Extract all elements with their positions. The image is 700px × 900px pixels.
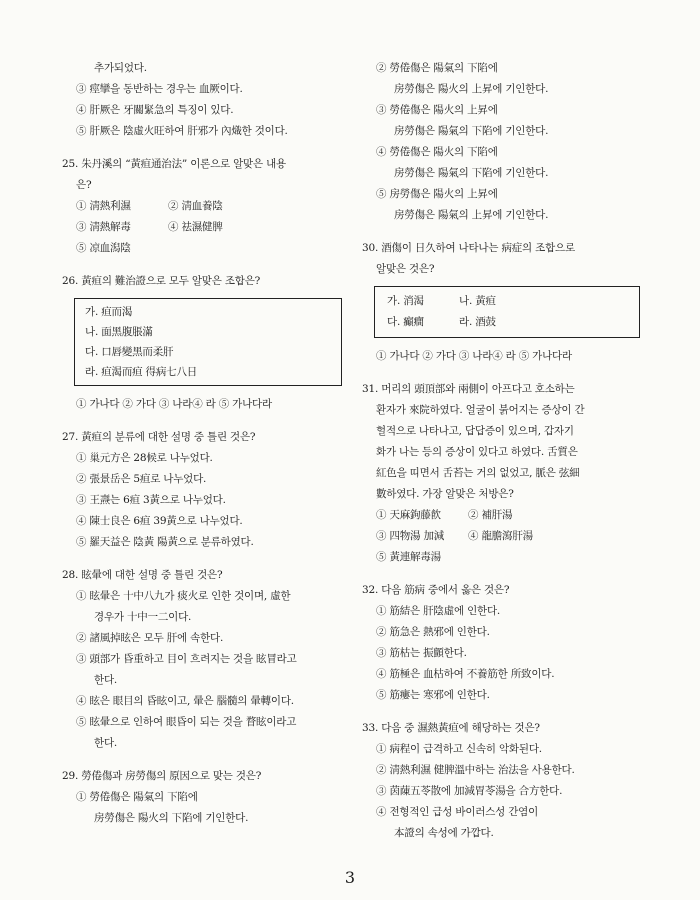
option-row — [62, 196, 354, 217]
option: ② 張景岳은 5疸로 나누었다. — [76, 473, 207, 485]
answer-options: ① 가나다 ② 가다 ③ 나라④ 라 ⑤ 가나다라 — [76, 398, 272, 410]
box-item: 나. 面黑腹脹滿 — [85, 326, 153, 338]
question-33 — [362, 718, 652, 844]
question-stem: 26. 黃疸의 難治證으로 모두 알맞은 조합은? — [62, 275, 261, 287]
question-stem: 紅色을 띠면서 舌苔는 거의 없었고, 脈은 弦細 — [376, 467, 580, 479]
option-row — [362, 526, 652, 547]
option: ③ 痙攣을 동반하는 경우는 血厥이다. — [76, 83, 243, 95]
option-continued: 房勞傷은 陽火의 下陷에 기인한다. — [94, 812, 249, 824]
question-30 — [362, 238, 652, 367]
option: ① 病程이 급격하고 신속히 악화된다. — [376, 743, 542, 755]
question-stem: 30. 酒傷이 日久하여 나타나는 病症의 조합으로 — [362, 242, 575, 254]
option-row — [362, 505, 652, 526]
option: ③ 淸熱解毒 — [76, 221, 131, 233]
option: ② 諸風掉眩은 모두 肝에 속한다. — [76, 632, 224, 644]
question-stem: 29. 勞倦傷과 房勞傷의 原因으로 맞는 것은? — [62, 770, 262, 782]
option: ③ 筋枯는 振顫한다. — [376, 647, 467, 659]
option: ④ 肝厥은 牙關緊急의 특징이 있다. — [76, 104, 234, 116]
question-26 — [62, 271, 354, 415]
question-stem: 27. 黃疸의 분류에 대한 설명 중 틀린 것은? — [62, 431, 256, 443]
option: ② 筋急은 熱邪에 인한다. — [376, 626, 490, 638]
option: ① 巢元方은 28候로 나누었다. — [76, 452, 213, 464]
box-item: 라. 酒鼓 — [459, 316, 496, 328]
option: ③ 頭部가 昏重하고 目이 흐려지는 것을 眩冒라고 — [76, 653, 297, 665]
option: ② 勞倦傷은 陽氣의 下陷에 — [376, 62, 498, 74]
question-stem: 33. 다음 중 濕熱黃疸에 해당하는 것은? — [362, 722, 540, 734]
box-item: 나. 黃疸 — [459, 295, 496, 307]
option: ⑤ 凉血潟陰 — [76, 242, 131, 254]
option: ⑤ 黃連解毒湯 — [376, 551, 441, 563]
option: ④ 眩은 眼目의 昏眩이고, 暈은 腦髓의 暈轉이다. — [76, 695, 294, 707]
question-29 — [62, 766, 354, 829]
q24-continuation — [62, 58, 354, 142]
question-stem: 알맞은 것은? — [376, 263, 435, 275]
option: ④ 전형적인 급성 바이러스성 간염이 — [376, 806, 539, 818]
option-continued: 房勞傷은 陽氣의 下陷에 기인한다. — [394, 167, 549, 179]
option: ② 淸血養陰 — [168, 200, 223, 212]
option-continued: 本證의 속성에 가깝다. — [394, 827, 494, 839]
option-continued: 한다. — [94, 737, 118, 749]
text-line: 추가되었다. — [94, 62, 147, 74]
left-column — [62, 58, 354, 829]
option: ③ 王燾는 6疸 3黃으로 나누었다. — [76, 494, 226, 506]
option: ① 天麻鉤藤飮 — [376, 509, 441, 521]
option: ① 淸熱利濕 — [76, 200, 131, 212]
answer-options: ① 가나다 ② 가다 ③ 나라④ 라 ⑤ 가나다라 — [376, 350, 572, 362]
question-stem: 28. 眩暈에 대한 설명 중 틀린 것은? — [62, 569, 223, 581]
option-continued: 房勞傷은 陽氣의 下陷에 기인한다. — [394, 125, 549, 137]
question-25 — [62, 154, 354, 259]
option: ⑤ 房勞傷은 陽火의 上昇에 — [376, 188, 498, 200]
option: ② 補肝湯 — [468, 509, 513, 521]
question-31 — [362, 379, 652, 568]
box-item: 라. 疸渴而疸 得病七八日 — [85, 366, 198, 378]
option: ③ 勞倦傷은 陽火의 上昇에 — [376, 104, 498, 116]
choice-box — [374, 286, 640, 338]
page-number: 3 — [344, 868, 356, 887]
box-item: 가. 消渴 — [387, 295, 424, 307]
question-stem: 25. 朱丹溪의 “黃疸通治法” 이론으로 알맞은 내용 — [62, 158, 286, 170]
question-stem: 헐적으로 나타나고, 답답증이 있으며, 갑자기 — [376, 425, 574, 437]
option: ⑤ 筋瘻는 寒邪에 인한다. — [376, 689, 490, 701]
question-stem: 환자가 來院하였다. 얼굴이 붉어지는 증상이 간 — [376, 404, 585, 416]
question-stem: 31. 머리의 頭頂部와 兩側이 아프다고 호소하는 — [362, 383, 575, 395]
option: ④ 龍膽瀉肝湯 — [468, 530, 533, 542]
option: ④ 勞倦傷은 陽火의 下陷에 — [376, 146, 498, 158]
option: ① 勞倦傷은 陽氣의 下陷에 — [76, 791, 198, 803]
question-stem: 32. 다음 筋病 중에서 옳은 것은? — [362, 584, 510, 596]
question-28 — [62, 565, 354, 754]
option-row — [62, 217, 354, 238]
box-item: 다. 口唇變黑而柔肝 — [85, 346, 174, 358]
option-continued: 房勞傷은 陽氣의 上昇에 기인한다. — [394, 209, 549, 221]
right-column — [362, 58, 652, 844]
option: ① 眩暈은 十中八九가 痰火로 인한 것이며, 虛한 — [76, 590, 291, 602]
option: ⑤ 眩暈으로 인하여 眼昏이 되는 것을 瞀眩이라고 — [76, 716, 297, 728]
question-stem: 화가 나는 등의 증상이 있다고 하였다. 舌質은 — [376, 446, 578, 458]
question-29-continued — [362, 58, 652, 226]
option: ⑤ 肝厥은 陰虛火旺하여 肝邪가 內熾한 것이다. — [76, 125, 288, 137]
question-27 — [62, 427, 354, 553]
option: ② 淸熱利濕 健脾溫中하는 治法을 사용한다. — [376, 764, 575, 776]
option: ④ 陳士良은 6疸 39黃으로 나누었다. — [76, 515, 243, 527]
option: ⑤ 羅天益은 陰黃 陽黃으로 분류하였다. — [76, 536, 254, 548]
option: ① 筋結은 肝陰虛에 인한다. — [376, 605, 501, 617]
choice-box — [74, 298, 342, 386]
question-stem: 은? — [76, 179, 92, 191]
box-item: 다. 癲癎 — [387, 316, 424, 328]
question-stem: 數하였다. 가장 알맞은 처방은? — [376, 488, 514, 500]
option-continued: 房勞傷은 陽火의 上昇에 기인한다. — [394, 83, 549, 95]
option: ③ 茵蔯五苓散에 加減胃苓湯을 合方한다. — [376, 785, 563, 797]
box-item: 가. 疸而渴 — [85, 306, 133, 318]
option-continued: 경우가 十中一二이다. — [94, 611, 192, 623]
option: ③ 四物湯 加減 — [376, 530, 445, 542]
option: ④ 筋極은 血枯하여 不養筋한 所致이다. — [376, 668, 555, 680]
option: ④ 祛濕健脾 — [168, 221, 223, 233]
option-continued: 한다. — [94, 674, 118, 686]
question-32 — [362, 580, 652, 706]
